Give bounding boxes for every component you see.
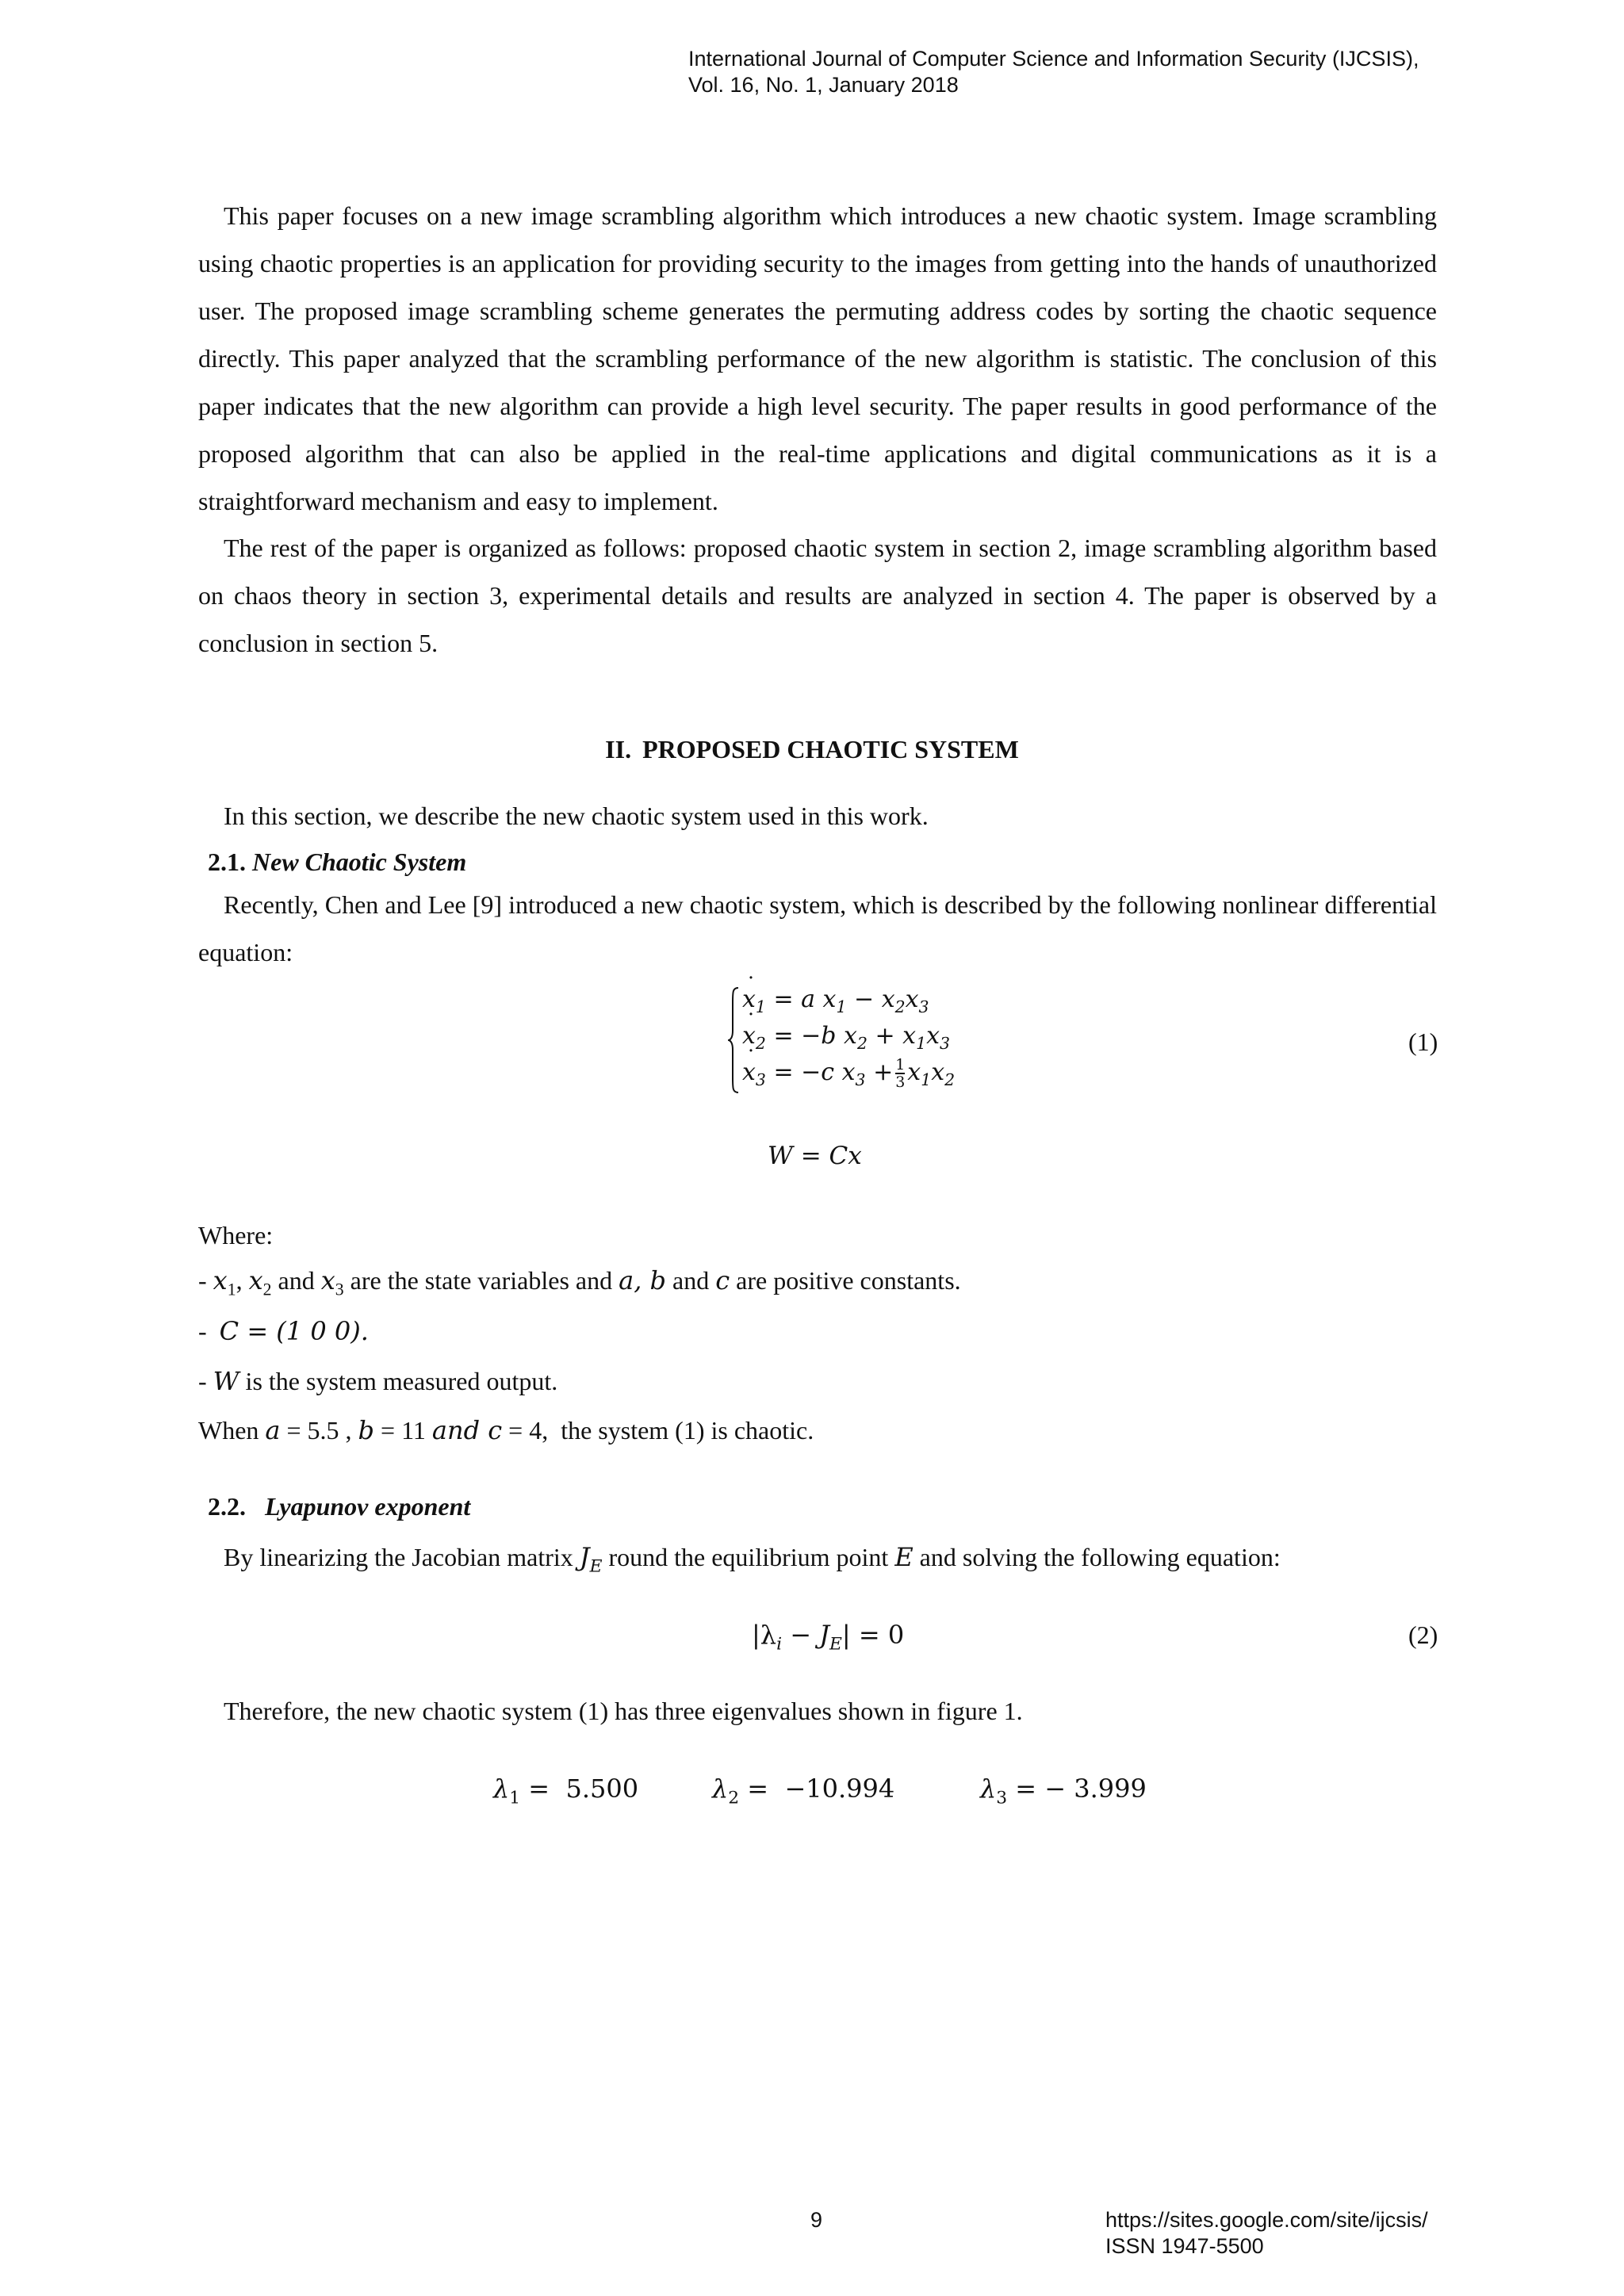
characteristic-equation: $|\lambda_i - J_E| = 0$	[752, 1620, 905, 1655]
journal-header-line1: International Journal of Computer Science and Information Security (IJCSIS),	[688, 47, 1419, 71]
subsection-heading-2-1	[208, 848, 466, 877]
footer-issn: ISSN 1947-5500	[1105, 2234, 1264, 2258]
eigenvalue-3: $\lambda_3$ = − 3.999	[980, 1774, 1147, 1808]
equation-line-1: x $˙_1 = a$ $x_1 - x_2x_3$	[742, 985, 929, 1013]
subsection-number: 2.1.	[208, 848, 246, 876]
page-number: 9	[810, 2208, 823, 2232]
left-brace-icon	[728, 987, 739, 1093]
equation-line-2: x $˙_2 = -b$ $x_2 + x_1x_3$	[742, 1022, 950, 1050]
chen-lee-paragraph: Recently, Chen and Lee [9] introduced a new chaotic system, which is described by the following nonlinear differential equation:	[198, 890, 1437, 966]
eigenvalue-2: $\lambda_2 = -10.994$	[712, 1774, 895, 1808]
chaotic-condition-line: When a = 5.5 , b = 11 and c = 4, the system (1) is chaotic.	[198, 1415, 814, 1445]
c-matrix-line: - C = (1 0 0).	[198, 1316, 369, 1346]
output-equation: W = Cx	[768, 1142, 862, 1170]
measured-output-line: - W is the system measured output.	[198, 1366, 558, 1396]
subsection-title: New Chaotic System	[252, 848, 467, 876]
state-variables-line: - $x_1$, $x_2$ and $x_3$ are the state variables and a, b and c are positive constants.	[198, 1265, 961, 1299]
subsection-title: Lyapunov exponent	[265, 1492, 471, 1521]
equation-line-3: x $˙_3 = -c$ $x_3$ + $\frac{1}{3}$ $x_1x_2$	[742, 1057, 955, 1090]
journal-header	[688, 46, 1419, 98]
where-label: Where:	[198, 1221, 274, 1249]
eigenvalues-intro: Therefore, the new chaotic system (1) has three eigenvalues shown in figure 1.	[224, 1697, 1023, 1725]
journal-header-line2: Vol. 16, No. 1, January 2018	[688, 73, 959, 97]
subsection-number: 2.2.	[208, 1492, 246, 1521]
one-third-fraction: $\frac{1}{3}$	[895, 1056, 906, 1091]
section-heading	[0, 735, 1624, 764]
intro-paragraph-2: The rest of the paper is organized as follows: proposed chaotic system in section 2, image scrambling algorithm based on chaos theory in section 3, experimental details and results are analyzed in section 4. The paper is observed by a conclusion in section 5.	[198, 534, 1437, 657]
equation-number-2: (2)	[1408, 1621, 1438, 1649]
subsection-heading-2-2	[208, 1492, 470, 1521]
section-intro: In this section, we describe the new chaotic system used in this work.	[224, 802, 929, 830]
footer-url: https://sites.google.com/site/ijcsis/	[1105, 2208, 1428, 2232]
section-number: II.	[605, 735, 632, 763]
jacobian-line: By linearizing the Jacobian matrix $J_E$ round the equilibrium point E and solving the following equation:	[224, 1542, 1281, 1577]
eigenvalue-1: $\lambda_1 = 5.500$	[493, 1774, 639, 1808]
section-title: PROPOSED CHAOTIC SYSTEM	[642, 735, 1019, 763]
intro-paragraph-1: This paper focuses on a new image scrambling algorithm which introduces a new chaotic system. Image scrambling using chaotic properties is an application for providing security to the images from getting into the hands of unauthorized user. The proposed image scrambling scheme generates the permuting address codes by sorting the chaotic sequence directly. This paper analyzed that the scrambling performance of the new algorithm is statistic. The conclusion of this paper indicates that the new algorithm can provide a high level security. The paper results in good performance of the proposed algorithm that can also be applied in the real-time applications and digital communications as it is a straightforward mechanism and easy to implement.	[198, 201, 1437, 515]
equation-number-1: (1)	[1408, 1027, 1438, 1056]
